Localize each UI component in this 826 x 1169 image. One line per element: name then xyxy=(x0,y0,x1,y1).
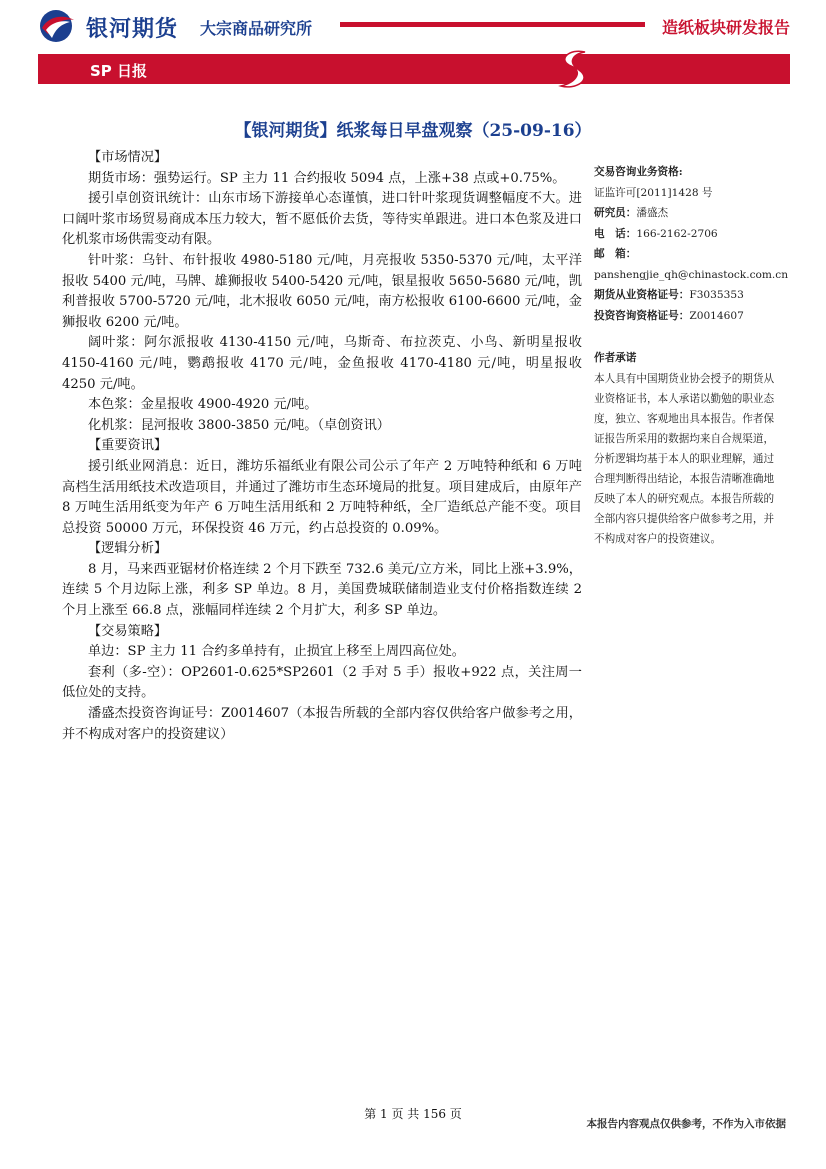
phone-number: 166-2162-2706 xyxy=(636,227,718,240)
galaxy-logo-icon xyxy=(38,8,78,44)
page-number: 第 1 页 共 156 页 xyxy=(364,1107,462,1121)
brand-name: 银河期货 xyxy=(86,17,179,42)
section-heading-market: 【市场情况】 xyxy=(88,150,168,165)
banner-label: SP 日报 xyxy=(90,62,148,80)
paragraph-logic: 8 月，马来西亚锯材价格连续 2 个月下跌至 732.6 美元/立方米，同比上涨+3.9%，连续 5 个月边际上涨，利多 SP 单边。8 月，美国费城联储制造业支付价格指数连续 2 个月上涨至 66.8 点，涨幅同样连续 2 个月扩大，利多 SP 单边。 xyxy=(62,561,582,619)
paragraph-softwood-pulp: 针叶浆：乌针、布针报收 4980-5180 元/吨，月亮报收 5350-5370 元/吨，太平洋报收 5400 元/吨，马牌、雄狮报收 5400-5420 元/吨，银星报收 5650-5680 元/吨，凯利普报收 5700-5720 元/吨，北木报收 6050 元/吨，南方松报收 6100-6600 元/吨，金狮报收 6200 元/吨。 xyxy=(62,252,582,330)
paragraph-zhuochuang-stats: 援引卓创资讯统计：山东市场下游接单心态谨慎，进口针叶浆现货调整幅度不大。进口阔叶浆市场贸易商成本压力较大，暂不愿低价去货，等待实单跟进。进口本色浆及进口化机浆市场供需变动有限。 xyxy=(62,191,582,248)
daily-banner xyxy=(38,54,790,84)
futures-cert-number: F3035353 xyxy=(689,289,744,301)
qualification-label: 交易咨询业务资格: xyxy=(594,166,683,178)
swirl-icon xyxy=(555,48,595,90)
paragraph-unbleached-pulp: 本色浆：金星报收 4900-4920 元/吨。 xyxy=(88,397,318,413)
section-heading-news: 【重要资讯】 xyxy=(88,438,168,454)
paragraph-chemi-mechanical-pulp: 化机浆：昆河报收 3800-3850 元/吨。（卓创资讯） xyxy=(88,417,390,433)
license-number: 证监许可[2011]1428 号 xyxy=(594,186,713,199)
sidebar xyxy=(594,162,789,549)
commitment-title: 作者承诺 xyxy=(594,352,637,364)
email-label: 邮 箱： xyxy=(594,248,637,260)
institute-name: 大宗商品研究所 xyxy=(200,19,313,38)
invest-cert-label: 投资咨询资格证号： xyxy=(594,309,690,322)
report-header xyxy=(0,0,826,52)
section-heading-logic: 【逻辑分析】 xyxy=(88,541,168,557)
paragraph-strategy-arbitrage: 套利（多-空）：OP2601-0.625*SP2601（2 手对 5 手）报收+922 点，关注周一低位处的支持。 xyxy=(62,664,582,701)
paragraph-hardwood-pulp: 阔叶浆：阿尔派报收 4130-4150 元/吨，乌斯奇、布拉茨克、小鸟、新明星报收 4150-4160 元/吨，鹦鹉报收 4170 元/吨，金鱼报收 4170-4180 元/吨，明星报收 4250 元/吨。 xyxy=(62,335,582,392)
footer-disclaimer: 本报告内容观点仅供参考，不作为入市依据 xyxy=(586,1118,786,1130)
header-divider xyxy=(340,22,645,27)
email-address: panshengjie_qh@chinastock.com.cn xyxy=(594,268,789,281)
report-type: 造纸板块研发报告 xyxy=(661,18,790,37)
commitment-text: 本人具有中国期货业协会授予的期货从业资格证书，本人承诺以勤勉的职业态度，独立、客观地出具本报告。作者保证报告所采用的数据均来自合规渠道，分析逻辑均基于本人的职业理解，通过合理判断得出结论，本报告清晰准确地反映了本人的研究观点。本报告所载的全部内容只提供给客户做参考之用，并不构成对客户的投资建议。 xyxy=(594,372,775,545)
phone-label: 电 话： xyxy=(594,227,637,240)
researcher-name: 潘盛杰 xyxy=(636,207,669,219)
paragraph-strategy-single: 单边：SP 主力 11 合约多单持有，止损宜上移至上周四高位处。 xyxy=(88,644,465,660)
paragraph-news: 援引纸业网消息：近日，潍坊乐福纸业有限公司公示了年产 2 万吨特种纸和 6 万吨高档生活用纸技术改造项目，并通过了潍坊市生态环境局的批复。项目建成后，由原年产 8 万吨生活用纸变为年产 6 万吨生活用纸和 2 万吨特种纸，全厂造纸总产能不变。项目总投资 50000 万元，环保投资 46 万元，约占总投资的 0.09%。 xyxy=(62,458,582,536)
report-title: 【银河期货】纸浆每日早盘观察（25-09-16） xyxy=(234,121,592,141)
researcher-label: 研究员： xyxy=(594,207,637,219)
paragraph-futures-market: 期货市场：强势运行。SP 主力 11 合约报收 5094 点，上涨+38 点或+0.75%。 xyxy=(88,170,566,186)
invest-cert-number: Z0014607 xyxy=(689,309,744,322)
paragraph-disclaimer: 潘盛杰投资咨询证号：Z0014607（本报告所载的全部内容仅供给客户做参考之用，并不构成对客户的投资建议） xyxy=(62,706,582,742)
section-heading-strategy: 【交易策略】 xyxy=(88,623,168,639)
futures-cert-label: 期货从业资格证号： xyxy=(594,289,690,301)
main-content xyxy=(62,148,582,745)
